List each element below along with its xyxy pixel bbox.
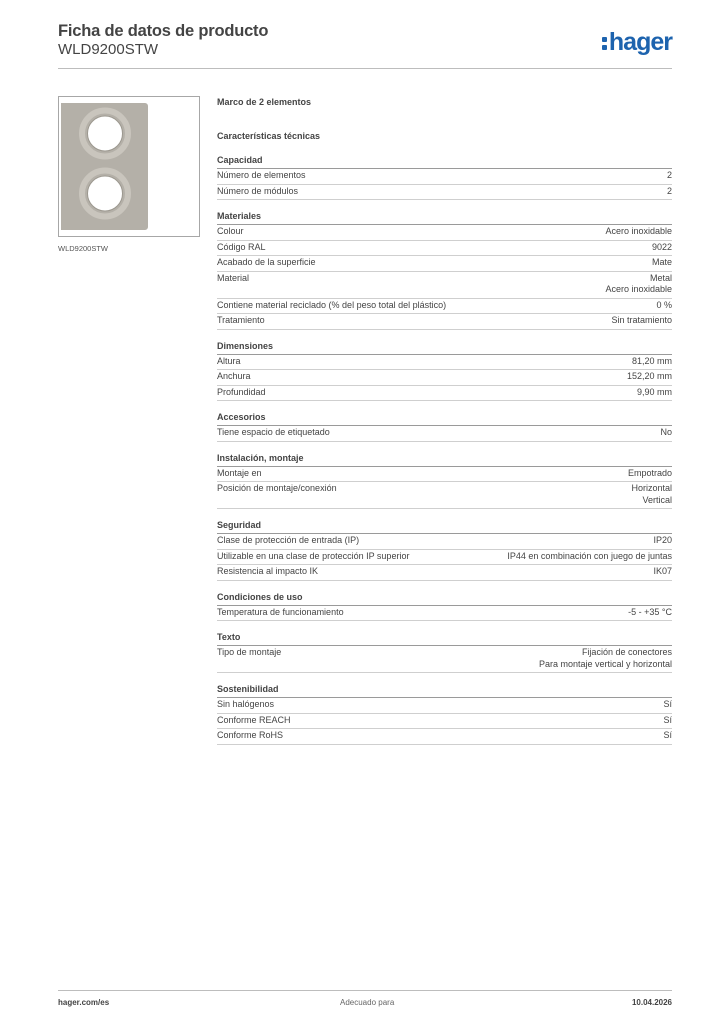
spec-value [611,315,672,327]
spec-label: Anchura [217,371,251,381]
spec-section [217,154,672,200]
spec-value [605,226,672,238]
spec-label: Conforme REACH [217,714,291,725]
spec-value [660,427,672,439]
spec-row [217,606,672,622]
section-title: Seguridad [217,519,672,534]
spec-label: Material [217,272,250,283]
spec-value-line: IP20 [653,535,672,545]
section-title: Sostenibilidad [217,683,672,698]
spec-value-line: 81,20 mm [631,355,672,366]
product-image-caption: WLD9200STW [58,244,109,253]
spec-value-line: Acero inoxidable [605,284,672,294]
spec-row [217,314,672,330]
spec-label: Sin halógenos [217,699,275,709]
spec-label: Contiene material reciclado (% del peso total del plástico) [217,299,447,310]
spec-value [663,699,672,711]
spec-value-line: Sí [663,730,672,740]
spec-value-line: 9022 [651,241,672,252]
spec-row [217,426,672,442]
spec-value [667,186,672,198]
spec-label: Resistencia al impacto IK [217,566,319,576]
double-frame-icon [59,97,199,236]
spec-value-line: IK07 [653,566,672,576]
spec-sheet [217,96,672,755]
spec-row [217,256,672,272]
spec-label: Profundidad [217,386,266,397]
spec-label: Utilizable en una clase de protección IP superior [217,550,410,561]
spec-section [217,340,672,402]
spec-row [217,299,672,315]
product-name: Marco de 2 elementos [217,97,312,107]
spec-value-line: -5 - +35 °C [628,606,672,617]
spec-value-line: IP44 en combinación con juego de juntas [507,550,672,561]
spec-value [628,607,672,619]
hager-logo [602,28,672,56]
spec-label: Temperatura de funcionamiento [217,606,344,617]
spec-label: Conforme RoHS [217,730,284,740]
spec-label: Tiene espacio de etiquetado [217,427,330,437]
spec-label: Tipo de montaje [217,647,282,657]
spec-sections [217,154,672,745]
spec-label: Colour [217,226,244,236]
footer-date: 10.04.2026 [631,998,672,1007]
spec-value [632,356,672,368]
spec-value-line: 152,20 mm [626,371,672,381]
spec-value-line: Acero inoxidable [605,226,672,236]
spec-value-line: Horizontal [631,483,672,493]
spec-value-line: 2 [666,185,672,196]
spec-section [217,591,672,622]
product-image [58,96,200,237]
spec-section [217,683,672,745]
characteristics-heading: Características técnicas [217,131,321,141]
spec-row [217,272,672,299]
footer-center-text: Adecuado para [340,998,395,1007]
spec-label: Número de módulos [217,185,299,196]
spec-value [656,300,672,312]
spec-label: Código RAL [217,241,266,252]
logo-text: hager [608,28,672,56]
spec-value-line: 2 [666,170,672,180]
spec-label: Tratamiento [217,315,265,325]
spec-value-line: 0 % [656,299,672,310]
spec-value [667,170,672,182]
spec-label: Acabado de la superficie [217,257,316,267]
spec-value [539,647,672,670]
section-title: Materiales [217,210,672,225]
spec-section [217,452,672,510]
spec-label: Montaje en [217,467,262,478]
spec-section [217,411,672,442]
section-title: Condiciones de uso [217,591,672,606]
spec-row [217,185,672,201]
product-reference: WLD9200STW [58,41,159,58]
spec-row [217,355,672,371]
spec-value-line: Sin tratamiento [611,315,672,325]
spec-value-line: Empotrado [627,467,672,478]
spec-row [217,729,672,745]
spec-row [217,482,672,509]
logo-mark-icon [602,34,608,52]
spec-value-line: Fijación de conectores [581,647,672,657]
spec-row [217,169,672,185]
spec-row [217,370,672,386]
spec-value-line: Vertical [642,494,672,505]
spec-row [217,714,672,730]
spec-value [627,371,672,383]
section-title: Accesorios [217,411,672,426]
spec-value-line: Mate [651,257,672,267]
page-header [58,20,672,70]
spec-section [217,519,672,581]
spec-row [217,225,672,241]
spec-value-line: Sí [663,699,672,709]
spec-value-line: 9,90 mm [636,386,672,397]
spec-row [217,467,672,483]
spec-label: Posición de montaje/conexión [217,483,337,493]
header-divider [58,68,672,69]
spec-value [663,715,672,727]
spec-value [663,730,672,742]
spec-label: Número de elementos [217,170,306,180]
section-title: Instalación, montaje [217,452,672,467]
spec-section [217,631,672,673]
spec-row [217,386,672,402]
page-title: Ficha de datos de producto [58,22,269,40]
spec-value-line: Para montaje vertical y horizontal [538,658,672,669]
spec-row [217,646,672,673]
footer-divider [58,990,672,991]
spec-label: Clase de protección de entrada (IP) [217,535,360,545]
spec-row [217,565,672,581]
spec-row [217,698,672,714]
spec-value [637,387,672,399]
spec-value [652,257,672,269]
spec-value [653,566,672,578]
spec-value [605,273,672,296]
section-title: Dimensiones [217,340,672,355]
spec-value [653,535,672,547]
spec-value [652,242,672,254]
footer-website: hager.com/es [58,998,110,1007]
spec-row [217,241,672,257]
spec-row [217,534,672,550]
spec-value [507,551,672,563]
spec-value-line: Metal [649,272,672,283]
spec-value [631,483,672,506]
section-title: Capacidad [217,154,672,169]
spec-value-line: Sí [663,714,672,725]
section-title: Texto [217,631,672,646]
spec-value-line: No [660,427,672,437]
spec-value [628,468,672,480]
spec-section [217,210,672,330]
spec-row [217,550,672,566]
spec-label: Altura [217,355,241,366]
